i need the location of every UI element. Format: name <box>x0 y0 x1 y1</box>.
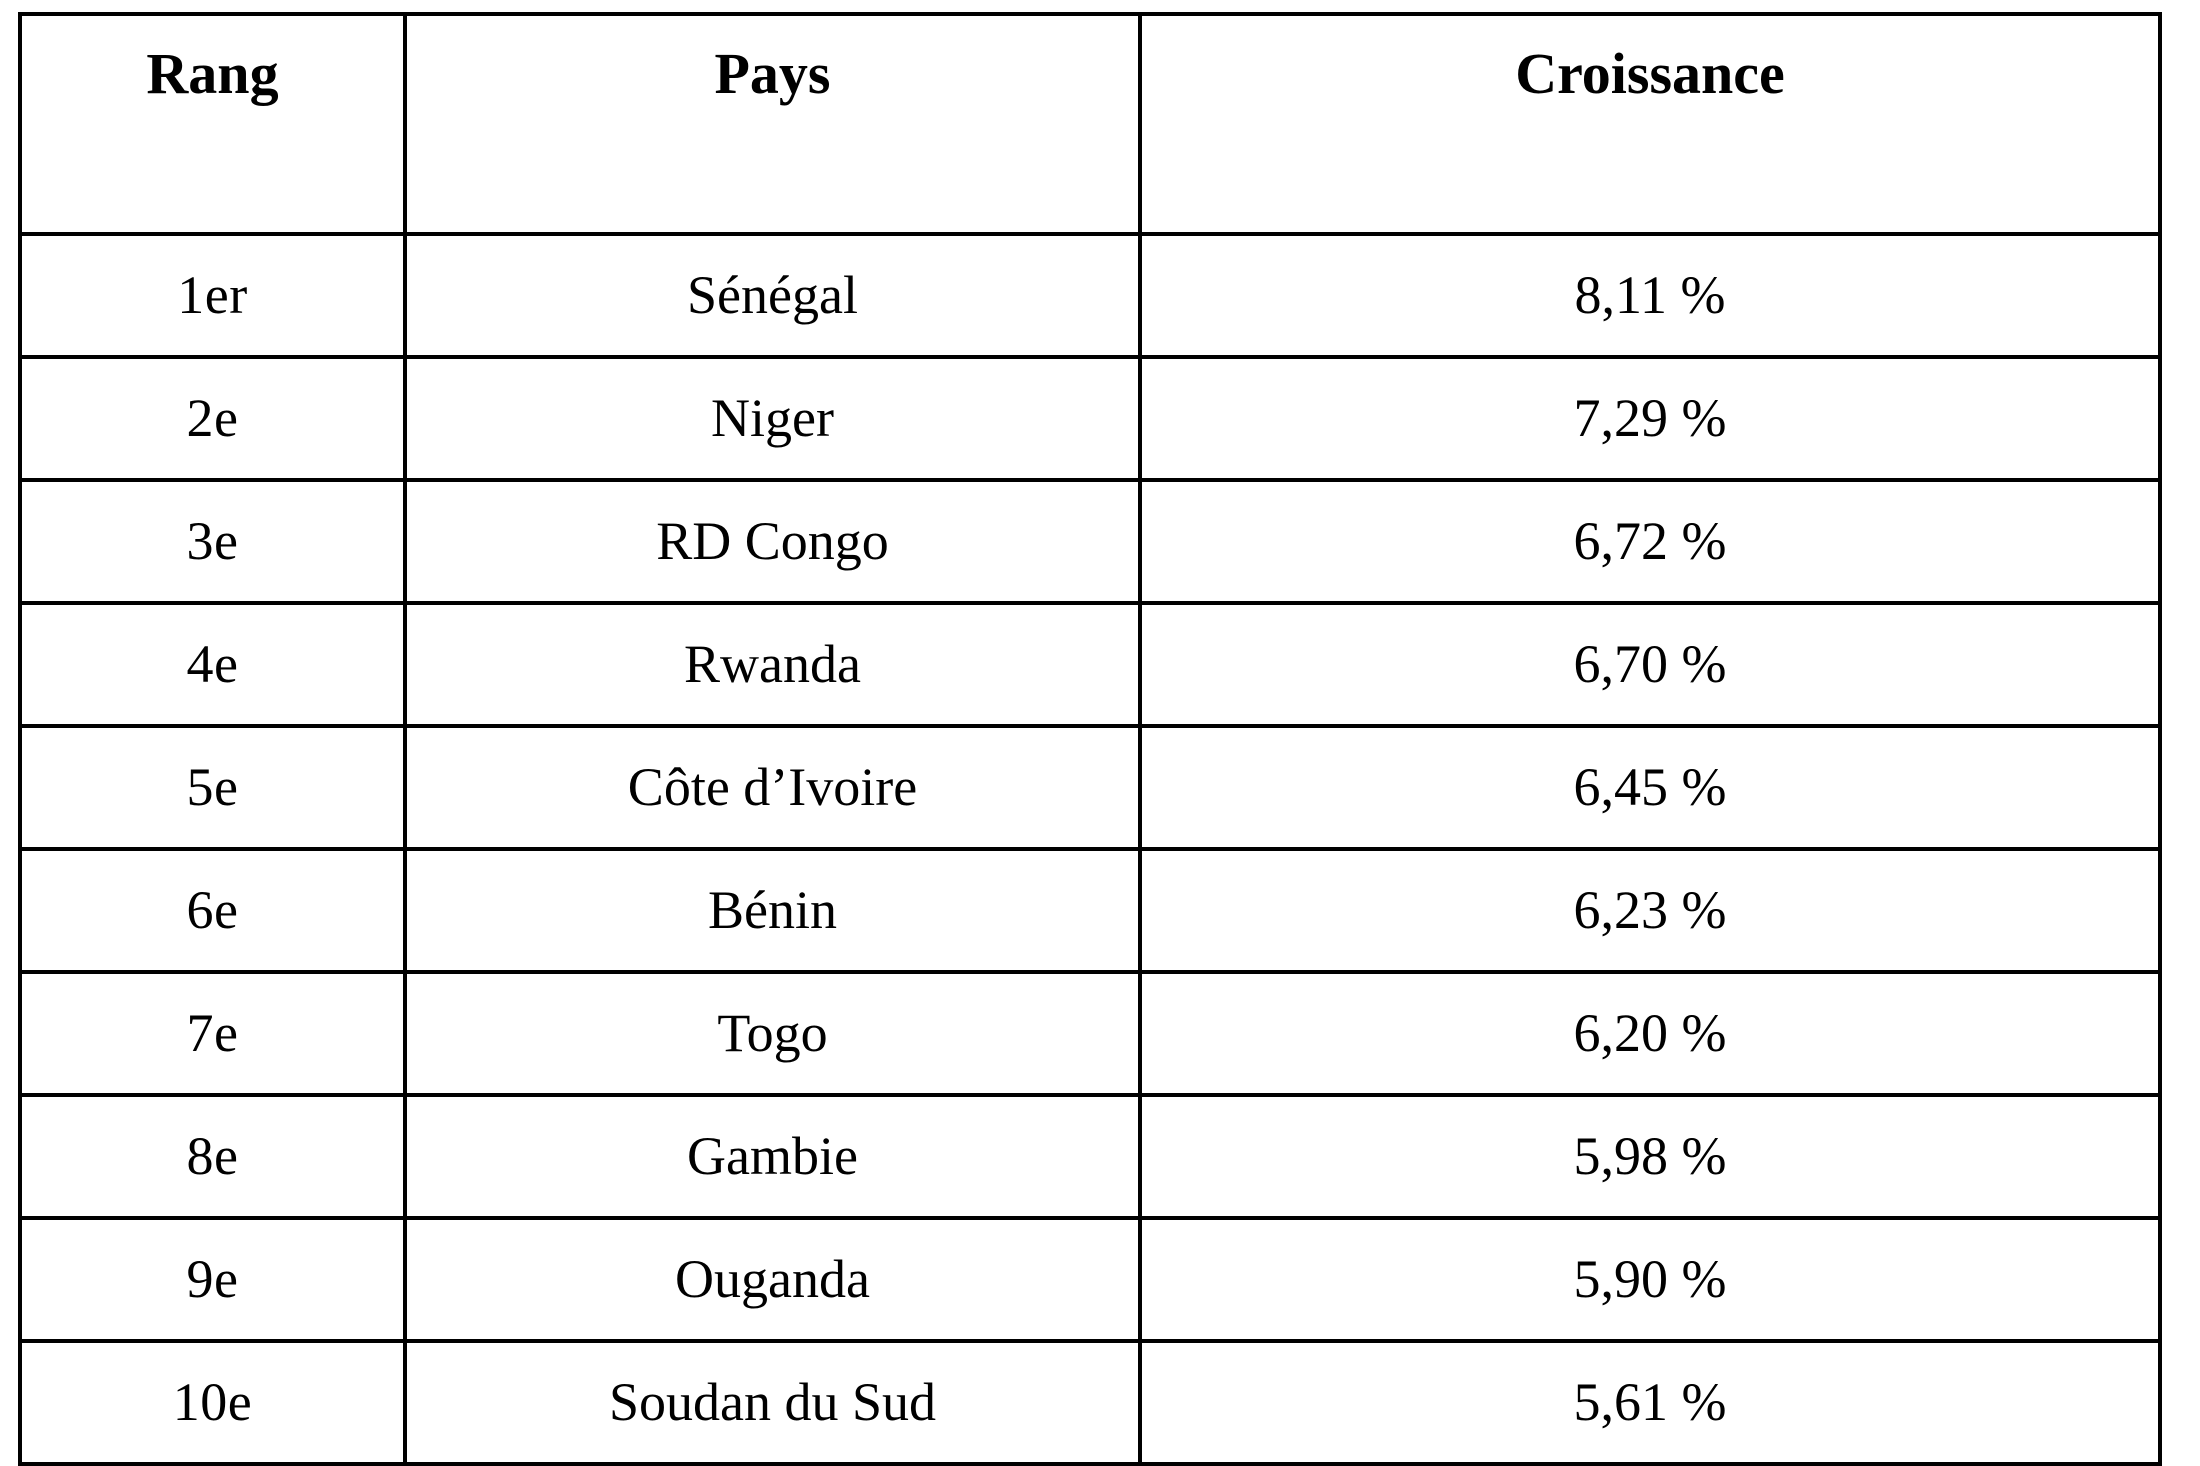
table-header-row <box>20 14 2160 234</box>
cell-rank: 1er <box>20 234 405 357</box>
table-row <box>20 480 2160 603</box>
cell-rank: 9e <box>20 1218 405 1341</box>
cell-country: Côte d’Ivoire <box>405 726 1140 849</box>
cell-rank: 10e <box>20 1341 405 1464</box>
cell-country: RD Congo <box>405 480 1140 603</box>
table-header <box>20 14 2160 234</box>
cell-growth: 6,45 % <box>1140 726 2160 849</box>
table-row <box>20 972 2160 1095</box>
cell-country: Gambie <box>405 1095 1140 1218</box>
table-row <box>20 234 2160 357</box>
table-row <box>20 849 2160 972</box>
cell-country: Soudan du Sud <box>405 1341 1140 1464</box>
cell-growth: 5,90 % <box>1140 1218 2160 1341</box>
cell-growth: 5,98 % <box>1140 1095 2160 1218</box>
cell-growth: 6,20 % <box>1140 972 2160 1095</box>
cell-rank: 5e <box>20 726 405 849</box>
cell-rank: 4e <box>20 603 405 726</box>
cell-country: Rwanda <box>405 603 1140 726</box>
cell-rank: 6e <box>20 849 405 972</box>
cell-rank: 2e <box>20 357 405 480</box>
column-header-croissance: Croissance <box>1140 14 2160 234</box>
cell-country: Niger <box>405 357 1140 480</box>
cell-rank: 7e <box>20 972 405 1095</box>
table-row <box>20 1341 2160 1464</box>
cell-rank: 3e <box>20 480 405 603</box>
cell-country: Togo <box>405 972 1140 1095</box>
cell-growth: 8,11 % <box>1140 234 2160 357</box>
cell-country: Bénin <box>405 849 1140 972</box>
cell-growth: 6,70 % <box>1140 603 2160 726</box>
ranking-table <box>18 12 2162 1466</box>
table-row <box>20 603 2160 726</box>
cell-country: Ouganda <box>405 1218 1140 1341</box>
cell-growth: 5,61 % <box>1140 1341 2160 1464</box>
table-row <box>20 1218 2160 1341</box>
cell-growth: 6,23 % <box>1140 849 2160 972</box>
cell-rank: 8e <box>20 1095 405 1218</box>
cell-growth: 7,29 % <box>1140 357 2160 480</box>
table-body <box>20 234 2160 1464</box>
column-header-pays: Pays <box>405 14 1140 234</box>
table-row <box>20 357 2160 480</box>
table-row <box>20 1095 2160 1218</box>
column-header-rang: Rang <box>20 14 405 234</box>
table-row <box>20 726 2160 849</box>
cell-country: Sénégal <box>405 234 1140 357</box>
cell-growth: 6,72 % <box>1140 480 2160 603</box>
